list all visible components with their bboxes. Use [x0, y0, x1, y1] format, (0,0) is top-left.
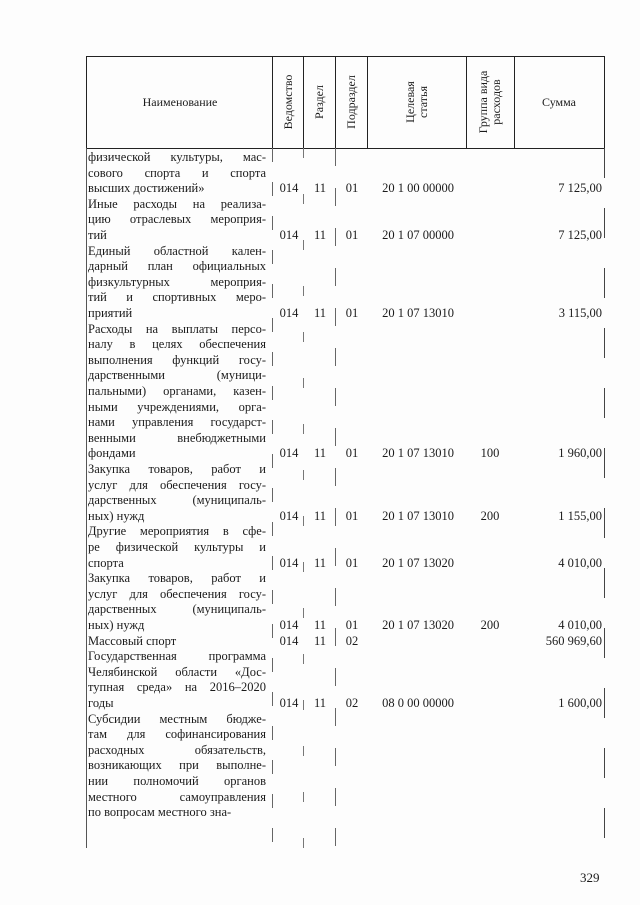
row-name-line: тупная среда» на 2016–2020: [88, 680, 266, 695]
row-name-line: ными учреждениями, орга-: [88, 399, 266, 414]
row-amount: 560 969,60: [545, 633, 602, 648]
row-subsection: 01: [345, 446, 359, 461]
header-bottom-border: [86, 148, 605, 149]
col-divider: [604, 56, 605, 148]
row-department: 014: [279, 508, 299, 523]
row-name-line: тий и спортивных меро-: [88, 290, 266, 305]
row-amount: 1 155,00: [558, 508, 602, 523]
row-name-line: Другие мероприятия в сфе-: [88, 524, 266, 539]
row-subsection: 01: [345, 306, 359, 320]
row-name-line: фондами: [88, 446, 136, 461]
row-target-article: 20 1 07 13010: [382, 508, 454, 523]
row-amount: 4 010,00: [558, 618, 602, 632]
header-subsection: Подраздел: [344, 75, 358, 129]
row-amount: 3 115,00: [558, 306, 602, 320]
body-col-line: [272, 148, 273, 848]
row-target-article: 20 1 07 13010: [382, 306, 454, 320]
row-name-line: нами управления государст-: [88, 415, 266, 430]
row-target-article: 20 1 00 00000: [382, 181, 454, 196]
row-name-line: по вопросам местного зна-: [88, 805, 232, 820]
body-col-line: [303, 148, 304, 848]
row-expense-group: 200: [480, 618, 500, 632]
row-name-line: высших достижений»: [88, 181, 205, 196]
row-name-line: дарственных (муниципаль-: [88, 602, 266, 617]
header-name: Наименование: [142, 95, 218, 109]
row-amount: 7 125,00: [558, 181, 602, 196]
row-department: 014: [279, 618, 299, 632]
col-divider: [272, 56, 273, 148]
row-name-line: Закупка товаров, работ и: [88, 571, 266, 586]
row-amount: 4 010,00: [558, 555, 602, 570]
row-section: 11: [313, 181, 327, 196]
row-section: 11: [313, 508, 327, 523]
table-top-border: [86, 56, 605, 57]
row-amount: 1 600,00: [558, 696, 602, 710]
row-target-article: 20 1 07 13010: [382, 446, 454, 461]
header-expense-group: Группа вида расходов: [476, 70, 503, 134]
row-name-line: Массовый спорт: [88, 633, 177, 648]
row-target-article: 20 1 07 00000: [382, 228, 454, 242]
row-name-line: тий: [88, 228, 107, 242]
row-name-line: ных) нужд: [88, 508, 145, 523]
row-department: 014: [279, 555, 299, 570]
row-name-line: Расходы на выплаты персо-: [88, 321, 266, 336]
row-department: 014: [279, 446, 299, 461]
row-name-line: Субсидии местным бюдже-: [88, 711, 266, 726]
row-name-line: выполнения функций госу-: [88, 352, 266, 367]
row-name-line: возникающих при выполне-: [88, 758, 266, 773]
row-department: 014: [279, 306, 299, 320]
row-name-line: ных) нужд: [88, 618, 145, 632]
body-col-line: [604, 148, 605, 848]
header-amount: Сумма: [542, 95, 576, 109]
row-subsection: 01: [345, 508, 359, 523]
row-name-line: приятий: [88, 306, 133, 320]
row-department: 014: [279, 633, 299, 648]
row-name-line: годы: [88, 696, 114, 710]
col-divider: [303, 56, 304, 148]
row-department: 014: [279, 696, 299, 710]
col-divider: [86, 56, 87, 148]
row-name-line: дарственными (муници-: [88, 368, 266, 383]
row-section: 11: [313, 228, 327, 242]
row-name-line: физкультурных мероприя-: [88, 274, 266, 289]
row-name-line: пальными) органами, казен-: [88, 384, 266, 398]
col-divider: [466, 56, 467, 148]
row-name-line: цию отраслевых мероприя-: [88, 212, 266, 227]
row-name-line: местного самоуправления: [88, 789, 266, 804]
row-name-line: дарный план официальных: [88, 259, 266, 274]
row-name-line: спорта: [88, 555, 124, 570]
row-target-article: 20 1 07 13020: [382, 618, 454, 632]
row-department: 014: [279, 228, 299, 242]
row-section: 11: [313, 633, 327, 648]
row-name-line: дарственных (муниципаль-: [88, 493, 266, 508]
row-name-line: услуг для обеспечения госу-: [88, 477, 266, 492]
row-name-line: Иные расходы на реализа-: [88, 196, 266, 211]
row-name-line: налу в целях обеспечения: [88, 337, 266, 352]
page-number: 329: [580, 870, 600, 885]
body-col-line: [86, 148, 87, 848]
row-name-line: там для софинансирования: [88, 727, 266, 742]
row-name-line: услуг для обеспечения госу-: [88, 586, 266, 601]
col-divider: [335, 56, 336, 148]
row-name-line: нии полномочий органов: [88, 774, 266, 788]
row-section: 11: [313, 618, 327, 632]
row-subsection: 01: [345, 555, 359, 570]
header-target-article: Целевая статья: [403, 81, 430, 123]
row-section: 11: [313, 306, 327, 320]
row-amount: 1 960,00: [558, 446, 602, 461]
row-subsection: 01: [345, 618, 359, 632]
row-subsection: 02: [345, 633, 359, 648]
row-expense-group: 200: [480, 508, 500, 523]
row-name-line: Государственная программа: [88, 649, 266, 664]
row-section: 11: [313, 696, 327, 710]
row-target-article: 08 0 00 00000: [382, 696, 454, 710]
header-department: Ведомство: [281, 74, 295, 130]
row-subsection: 01: [345, 181, 359, 196]
row-name-line: ре физической культуры и: [88, 540, 266, 554]
row-department: 014: [279, 181, 299, 196]
row-name-line: физической культуры, мас-: [88, 150, 266, 164]
row-name-line: Челябинской области «Дос-: [88, 664, 266, 679]
row-name-line: расходных обязательств,: [88, 742, 266, 757]
row-name-line: сового спорта и спорта: [88, 165, 266, 180]
row-target-article: 20 1 07 13020: [382, 555, 454, 570]
row-amount: 7 125,00: [558, 228, 602, 242]
row-name-line: венными внебюджетными: [88, 430, 266, 445]
row-subsection: 02: [345, 696, 359, 710]
body-col-line: [335, 148, 336, 848]
row-name-line: Единый областной кален-: [88, 243, 266, 258]
row-section: 11: [313, 555, 327, 570]
row-subsection: 01: [345, 228, 359, 242]
row-expense-group: 100: [480, 446, 500, 461]
header-section: Раздел: [312, 85, 326, 119]
col-divider: [367, 56, 368, 148]
row-name-line: Закупка товаров, работ и: [88, 462, 266, 476]
row-section: 11: [313, 446, 327, 461]
